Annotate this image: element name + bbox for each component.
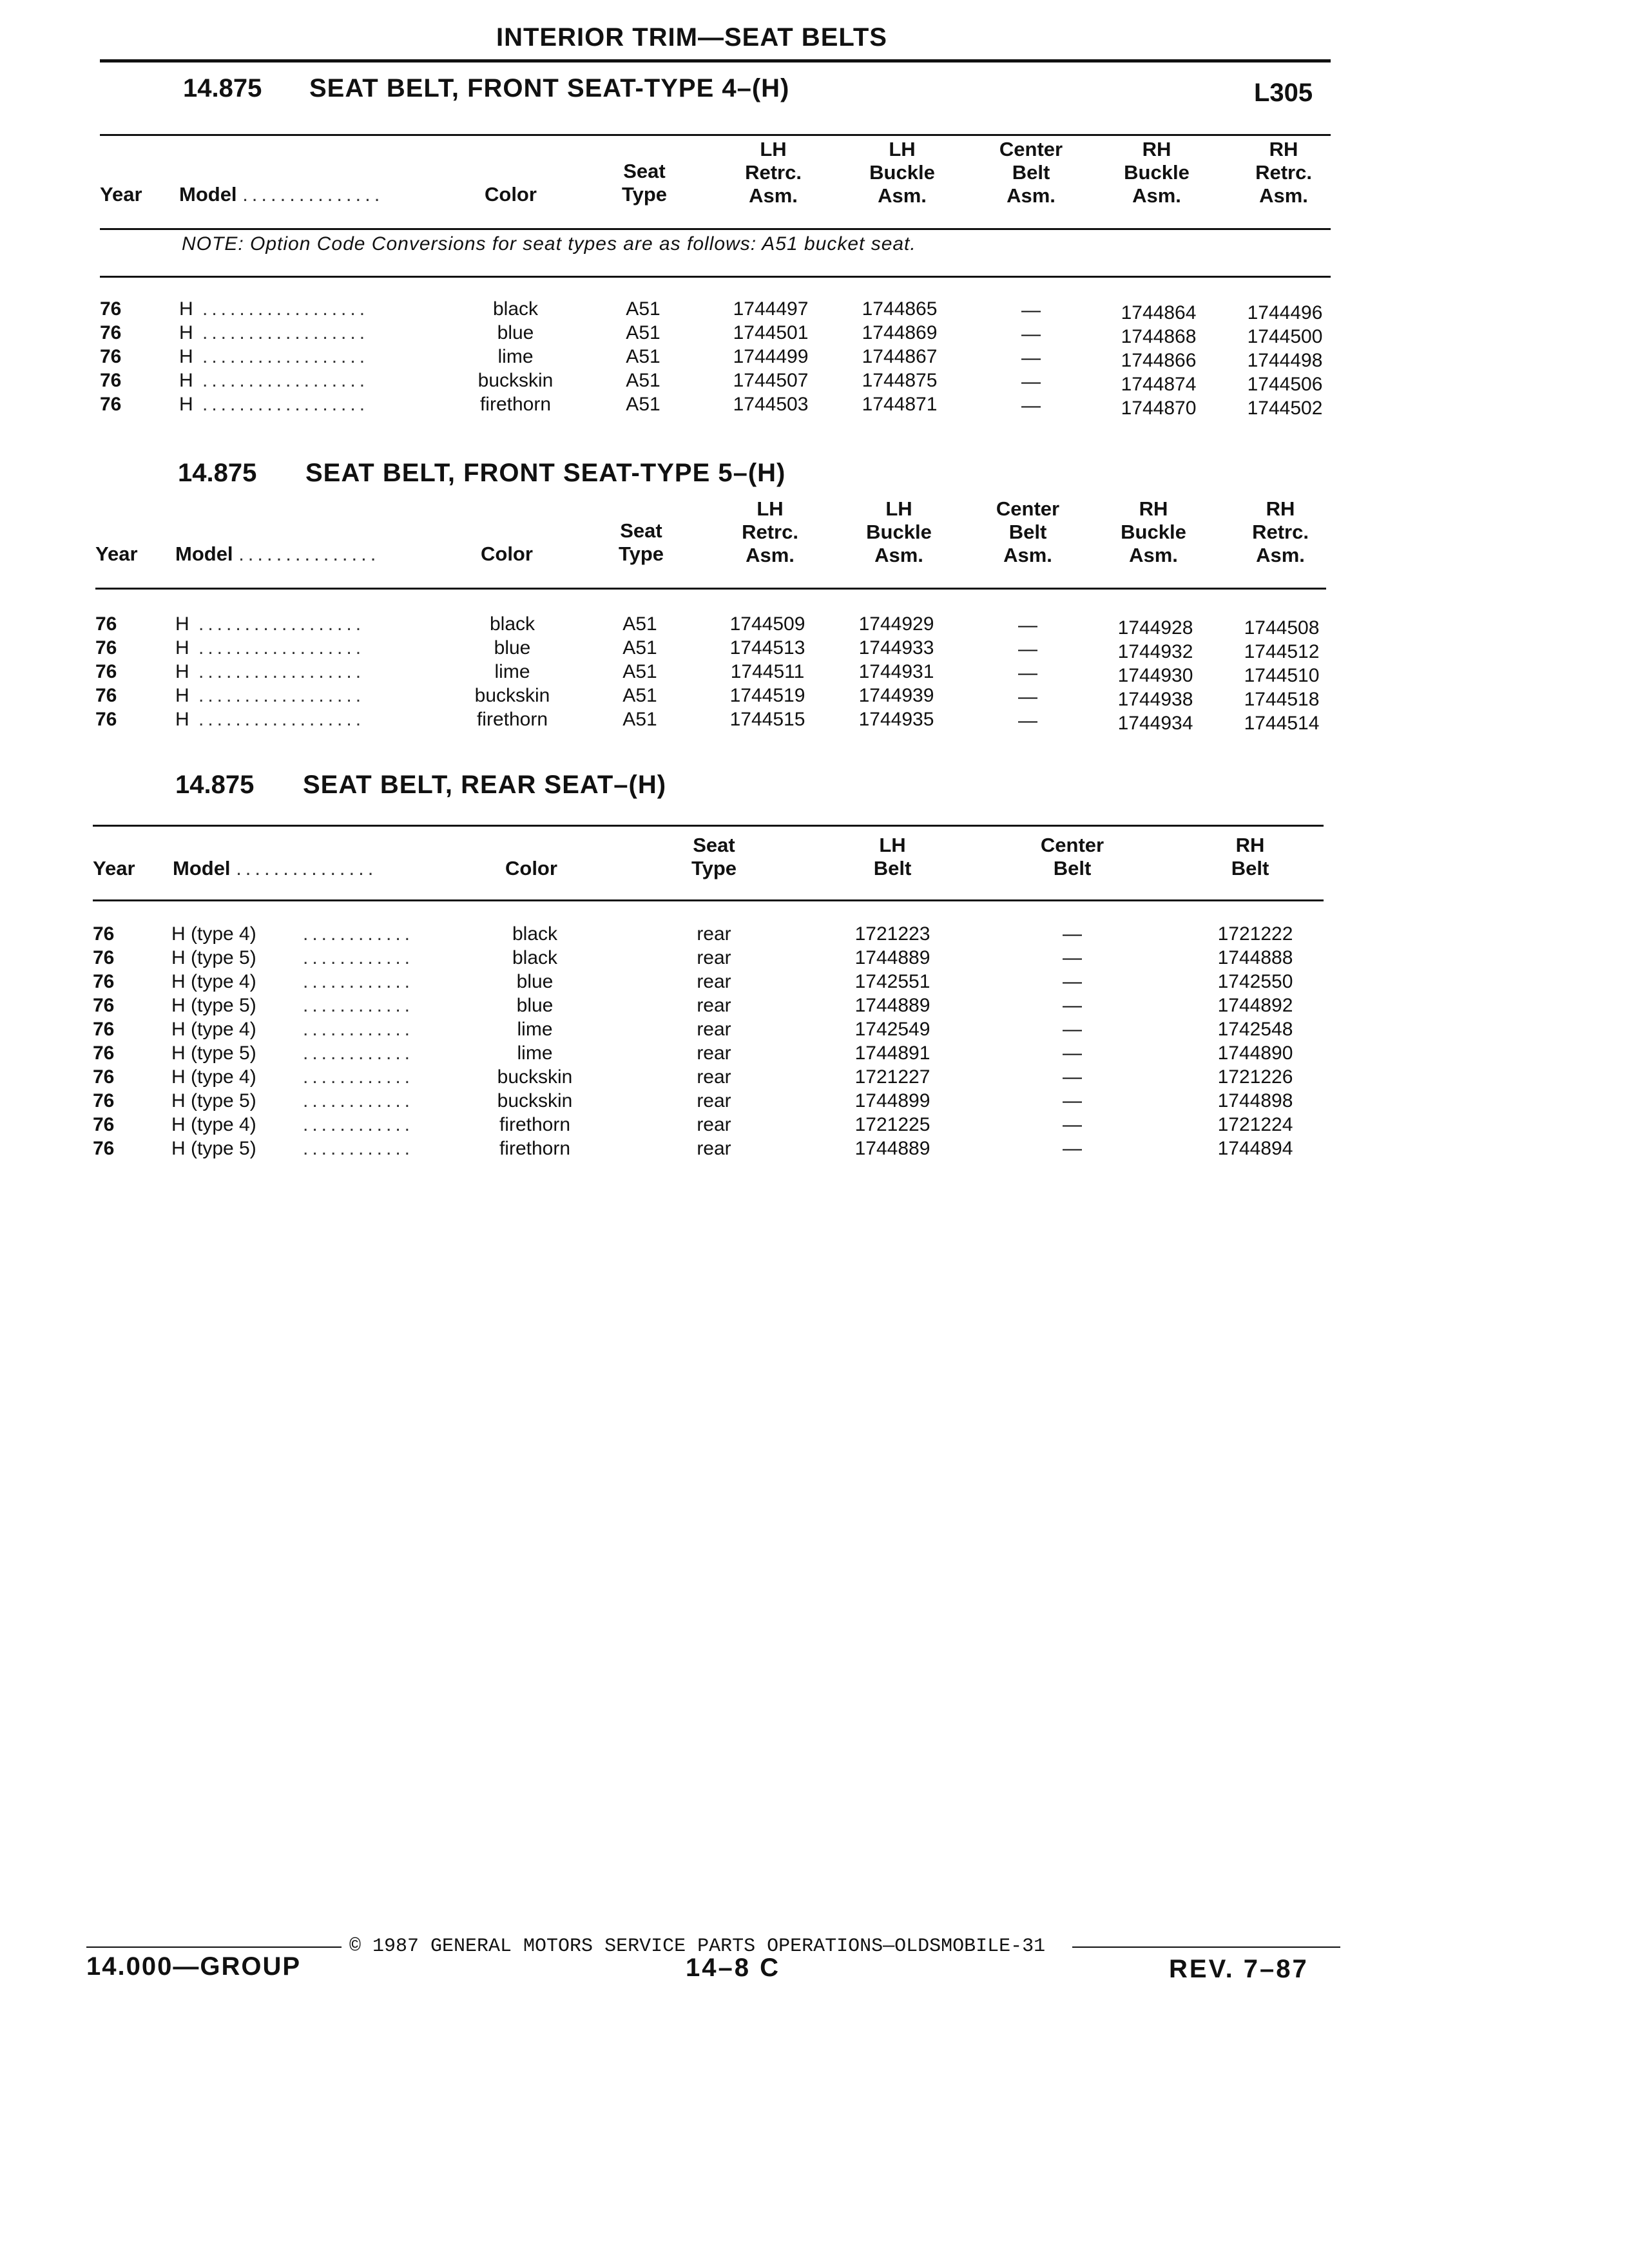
lh-retrc-cell: 1744509: [729, 613, 805, 635]
leader-dots: ............: [303, 1138, 414, 1159]
model-cell: H: [179, 370, 193, 391]
lh-buckle-cell: 1744865: [862, 298, 938, 320]
leader-dots: ..................: [202, 322, 369, 343]
rh-belt-cell: 1721226: [1217, 1066, 1293, 1088]
center-belt-cell: —: [1021, 300, 1041, 321]
lh-buckle-cell: 1744929: [858, 613, 934, 635]
model-cell: H (type 5): [171, 995, 256, 1016]
leader-dots: ..................: [202, 346, 369, 367]
leader-dots: ..................: [198, 613, 365, 635]
lh-belt-cell: 1744889: [854, 1138, 930, 1159]
header-rule: [100, 59, 1331, 62]
center-belt-cell: —: [1018, 686, 1037, 707]
lh-belt-cell: 1742551: [854, 971, 930, 992]
rh-belt-cell: 1744890: [1217, 1043, 1293, 1064]
lh-buckle-cell: 1744935: [858, 709, 934, 730]
section2-header-rule: [95, 588, 1326, 590]
col-seat-type-header: Seat Type: [691, 834, 737, 879]
seat-type-cell: rear: [697, 1066, 731, 1088]
center-belt-cell: —: [1063, 1043, 1082, 1064]
model-cell: H (type 5): [171, 1090, 256, 1111]
model-cell: H (type 4): [171, 1019, 256, 1040]
leader-dots: ............: [303, 1019, 414, 1040]
leader-dots: ..................: [202, 394, 369, 415]
year-cell: 76: [93, 1114, 115, 1135]
lh-buckle-cell: 1744939: [858, 685, 934, 706]
leader-dots: ............: [303, 947, 414, 968]
rh-retrc-cell: 1744506: [1247, 374, 1323, 395]
rh-retrc-cell: 1744514: [1244, 713, 1320, 734]
col-lh-buckle-header: LH Buckle Asm.: [866, 497, 932, 566]
center-belt-cell: —: [1063, 1114, 1082, 1135]
rh-retrc-cell: 1744496: [1247, 302, 1323, 323]
model-cell: H (type 4): [171, 1114, 256, 1135]
color-cell: buckskin: [477, 370, 554, 391]
lh-belt-cell: 1721223: [854, 923, 930, 945]
col-center-belt-header: Center Belt Asm.: [999, 138, 1063, 207]
seat-type-cell: A51: [622, 613, 657, 635]
seat-type-cell: rear: [697, 923, 731, 945]
rh-belt-cell: 1744894: [1217, 1138, 1293, 1159]
rh-belt-cell: 1744888: [1217, 947, 1293, 968]
year-cell: 76: [95, 661, 117, 682]
leader-dots: ..................: [198, 637, 365, 658]
rh-belt-cell: 1742548: [1217, 1019, 1293, 1040]
model-cell: H (type 4): [171, 971, 256, 992]
rh-buckle-cell: 1744934: [1117, 713, 1193, 734]
rh-buckle-cell: 1744928: [1117, 617, 1193, 639]
lh-buckle-cell: 1744875: [862, 370, 938, 391]
lh-belt-cell: 1721225: [854, 1114, 930, 1135]
color-cell: blue: [494, 637, 531, 658]
model-cell: H: [175, 613, 189, 635]
section1-title: SEAT BELT, FRONT SEAT-TYPE 4–(H): [309, 74, 790, 102]
rh-retrc-cell: 1744512: [1244, 641, 1320, 662]
center-belt-cell: —: [1021, 347, 1041, 369]
lh-belt-cell: 1742549: [854, 1019, 930, 1040]
col-seat-type-header: Seat Type: [621, 160, 668, 206]
center-belt-cell: —: [1063, 923, 1082, 945]
center-belt-cell: —: [1021, 371, 1041, 392]
seat-type-cell: A51: [626, 298, 660, 320]
lh-retrc-cell: 1744515: [729, 709, 805, 730]
lh-belt-cell: 1744889: [854, 947, 930, 968]
section3-number: 14.875: [175, 771, 255, 799]
color-cell: black: [512, 923, 558, 945]
seat-type-cell: rear: [697, 971, 731, 992]
year-cell: 76: [95, 613, 117, 635]
rh-belt-cell: 1721224: [1217, 1114, 1293, 1135]
seat-type-cell: rear: [697, 1114, 731, 1135]
leader-dots: ............: [303, 923, 414, 945]
leader-dots: ..................: [198, 685, 365, 706]
col-seat-type-header: Seat Type: [618, 519, 664, 565]
color-cell: blue: [516, 971, 554, 992]
year-cell: 76: [100, 370, 122, 391]
leader-dots: ..................: [198, 661, 365, 682]
color-cell: firethorn: [499, 1114, 571, 1135]
model-cell: H (type 5): [171, 947, 256, 968]
year-cell: 76: [93, 1138, 115, 1159]
model-cell: H: [179, 394, 193, 415]
year-cell: 76: [93, 1066, 115, 1088]
model-cell: H: [179, 346, 193, 367]
center-belt-cell: —: [1021, 323, 1041, 345]
model-cell: H: [179, 298, 193, 320]
rh-buckle-cell: 1744870: [1121, 398, 1197, 419]
section1-note-rule: [100, 276, 1331, 278]
lh-buckle-cell: 1744871: [862, 394, 938, 415]
seat-type-cell: A51: [622, 661, 657, 682]
color-cell: firethorn: [476, 709, 548, 730]
col-color-header: Color: [485, 183, 537, 206]
model-cell: H (type 5): [171, 1043, 256, 1064]
color-cell: blue: [497, 322, 534, 343]
col-center-belt-header: Center Belt Asm.: [996, 497, 1060, 566]
color-cell: black: [492, 298, 539, 320]
rh-retrc-cell: 1744498: [1247, 350, 1323, 371]
footer-copyright: © 1987 GENERAL MOTORS SERVICE PARTS OPERATIONS—OLDSMOBILE-31: [349, 1936, 1046, 1957]
center-belt-cell: —: [1063, 947, 1082, 968]
year-cell: 76: [93, 947, 115, 968]
section3-top-rule: [93, 825, 1324, 827]
leader-dots: ............: [303, 1114, 414, 1135]
rh-buckle-cell: 1744932: [1117, 641, 1193, 662]
color-cell: lime: [517, 1043, 553, 1064]
year-cell: 76: [100, 298, 122, 320]
seat-type-cell: A51: [622, 685, 657, 706]
center-belt-cell: —: [1063, 1090, 1082, 1111]
year-cell: 76: [93, 923, 115, 945]
center-belt-cell: —: [1018, 710, 1037, 731]
footer-page-number: 14–8 C: [686, 1954, 780, 1982]
lh-retrc-cell: 1744503: [733, 394, 809, 415]
seat-type-cell: rear: [697, 1043, 731, 1064]
rh-buckle-cell: 1744864: [1121, 302, 1197, 323]
center-belt-cell: —: [1063, 1138, 1082, 1159]
seat-type-cell: rear: [697, 1019, 731, 1040]
year-cell: 76: [93, 1090, 115, 1111]
color-cell: buckskin: [497, 1090, 573, 1111]
footer-revision: REV. 7–87: [1169, 1955, 1309, 1983]
rh-belt-cell: 1744898: [1217, 1090, 1293, 1111]
col-year-header: Year: [100, 183, 142, 206]
seat-type-cell: rear: [697, 1138, 731, 1159]
lh-retrc-cell: 1744511: [730, 661, 805, 682]
footer-group: 14.000—GROUP: [86, 1952, 302, 1981]
color-cell: black: [512, 947, 558, 968]
lh-retrc-cell: 1744501: [733, 322, 809, 343]
lh-retrc-cell: 1744513: [729, 637, 805, 658]
page-code: L305: [1254, 79, 1313, 107]
leader-dots: ............: [303, 971, 414, 992]
footer-rule-right: [1072, 1946, 1340, 1948]
lh-belt-cell: 1744891: [854, 1043, 930, 1064]
lh-belt-cell: 1744889: [854, 995, 930, 1016]
lh-buckle-cell: 1744869: [862, 322, 938, 343]
year-cell: 76: [95, 685, 117, 706]
option-code-note: NOTE: Option Code Conversions for seat types are as follows: A51 bucket seat.: [182, 233, 916, 255]
col-model-header: Model ...............: [179, 183, 384, 206]
rh-retrc-cell: 1744518: [1244, 689, 1320, 710]
rh-retrc-cell: 1744500: [1247, 326, 1323, 347]
center-belt-cell: —: [1063, 1019, 1082, 1040]
section2-number: 14.875: [178, 459, 257, 487]
center-belt-cell: —: [1021, 395, 1041, 416]
col-lh-belt-header: LH Belt: [873, 834, 912, 879]
col-model-header: Model ...............: [173, 857, 378, 879]
year-cell: 76: [95, 709, 117, 730]
leader-dots: ..................: [202, 298, 369, 320]
year-cell: 76: [93, 1043, 115, 1064]
section1-top-rule: [100, 134, 1331, 136]
lh-buckle-cell: 1744933: [858, 637, 934, 658]
seat-type-cell: rear: [697, 995, 731, 1016]
center-belt-cell: —: [1018, 615, 1037, 636]
color-cell: black: [489, 613, 535, 635]
footer-rule-left: [86, 1946, 342, 1948]
col-lh-retrc-header: LH Retrc. Asm.: [745, 138, 802, 207]
seat-type-cell: rear: [697, 1090, 731, 1111]
seat-type-cell: A51: [622, 709, 657, 730]
col-rh-buckle-header: RH Buckle Asm.: [1121, 497, 1186, 566]
seat-type-cell: A51: [626, 370, 660, 391]
leader-dots: ..................: [198, 709, 365, 730]
seat-type-cell: A51: [622, 637, 657, 658]
color-cell: lime: [517, 1019, 553, 1040]
col-rh-belt-header: RH Belt: [1231, 834, 1269, 879]
leader-dots: ............: [303, 1043, 414, 1064]
year-cell: 76: [100, 394, 122, 415]
rh-belt-cell: 1721222: [1217, 923, 1293, 945]
center-belt-cell: —: [1018, 639, 1037, 660]
rh-buckle-cell: 1744868: [1121, 326, 1197, 347]
color-cell: lime: [494, 661, 530, 682]
lh-retrc-cell: 1744497: [733, 298, 809, 320]
year-cell: 76: [100, 322, 122, 343]
col-year-header: Year: [93, 857, 135, 879]
model-cell: H (type 5): [171, 1138, 256, 1159]
rh-buckle-cell: 1744874: [1121, 374, 1197, 395]
section3-title: SEAT BELT, REAR SEAT–(H): [303, 771, 667, 799]
year-cell: 76: [95, 637, 117, 658]
rh-belt-cell: 1744892: [1217, 995, 1293, 1016]
model-cell: H: [175, 685, 189, 706]
lh-buckle-cell: 1744867: [862, 346, 938, 367]
lh-belt-cell: 1721227: [854, 1066, 930, 1088]
col-rh-buckle-header: RH Buckle Asm.: [1124, 138, 1190, 207]
seat-type-cell: A51: [626, 394, 660, 415]
center-belt-cell: —: [1018, 662, 1037, 684]
leader-dots: ............: [303, 995, 414, 1016]
page-header: INTERIOR TRIM—SEAT BELTS: [496, 23, 887, 52]
model-cell: H (type 4): [171, 1066, 256, 1088]
center-belt-cell: —: [1063, 971, 1082, 992]
lh-retrc-cell: 1744507: [733, 370, 809, 391]
year-cell: 76: [100, 346, 122, 367]
model-cell: H: [175, 709, 189, 730]
color-cell: firethorn: [499, 1138, 571, 1159]
section1-number: 14.875: [183, 74, 262, 102]
section2-title: SEAT BELT, FRONT SEAT-TYPE 5–(H): [305, 459, 786, 487]
col-rh-retrc-header: RH Retrc. Asm.: [1252, 497, 1309, 566]
col-model-header: Model ...............: [175, 543, 380, 565]
leader-dots: ..................: [202, 370, 369, 391]
year-cell: 76: [93, 971, 115, 992]
seat-type-cell: A51: [626, 322, 660, 343]
rh-retrc-cell: 1744502: [1247, 398, 1323, 419]
rh-retrc-cell: 1744510: [1244, 665, 1320, 686]
section3-header-rule: [93, 899, 1324, 901]
col-lh-retrc-header: LH Retrc. Asm.: [742, 497, 798, 566]
col-year-header: Year: [95, 543, 138, 565]
lh-buckle-cell: 1744931: [858, 661, 934, 682]
model-cell: H: [175, 661, 189, 682]
section1-header-rule: [100, 228, 1331, 230]
seat-type-cell: A51: [626, 346, 660, 367]
col-rh-retrc-header: RH Retrc. Asm.: [1255, 138, 1312, 207]
leader-dots: ............: [303, 1090, 414, 1111]
col-color-header: Color: [481, 543, 533, 565]
rh-retrc-cell: 1744508: [1244, 617, 1320, 639]
col-color-header: Color: [505, 857, 557, 879]
rh-buckle-cell: 1744938: [1117, 689, 1193, 710]
center-belt-cell: —: [1063, 1066, 1082, 1088]
year-cell: 76: [93, 995, 115, 1016]
seat-type-cell: rear: [697, 947, 731, 968]
leader-dots: ............: [303, 1066, 414, 1088]
color-cell: blue: [516, 995, 554, 1016]
rh-buckle-cell: 1744930: [1117, 665, 1193, 686]
rh-buckle-cell: 1744866: [1121, 350, 1197, 371]
center-belt-cell: —: [1063, 995, 1082, 1016]
lh-retrc-cell: 1744519: [729, 685, 805, 706]
col-lh-buckle-header: LH Buckle Asm.: [869, 138, 935, 207]
color-cell: lime: [497, 346, 534, 367]
model-cell: H: [175, 637, 189, 658]
rh-belt-cell: 1742550: [1217, 971, 1293, 992]
color-cell: buckskin: [497, 1066, 573, 1088]
color-cell: firethorn: [479, 394, 552, 415]
lh-belt-cell: 1744899: [854, 1090, 930, 1111]
color-cell: buckskin: [474, 685, 550, 706]
model-cell: H (type 4): [171, 923, 256, 945]
model-cell: H: [179, 322, 193, 343]
lh-retrc-cell: 1744499: [733, 346, 809, 367]
year-cell: 76: [93, 1019, 115, 1040]
col-center-belt-header: Center Belt: [1040, 834, 1104, 879]
